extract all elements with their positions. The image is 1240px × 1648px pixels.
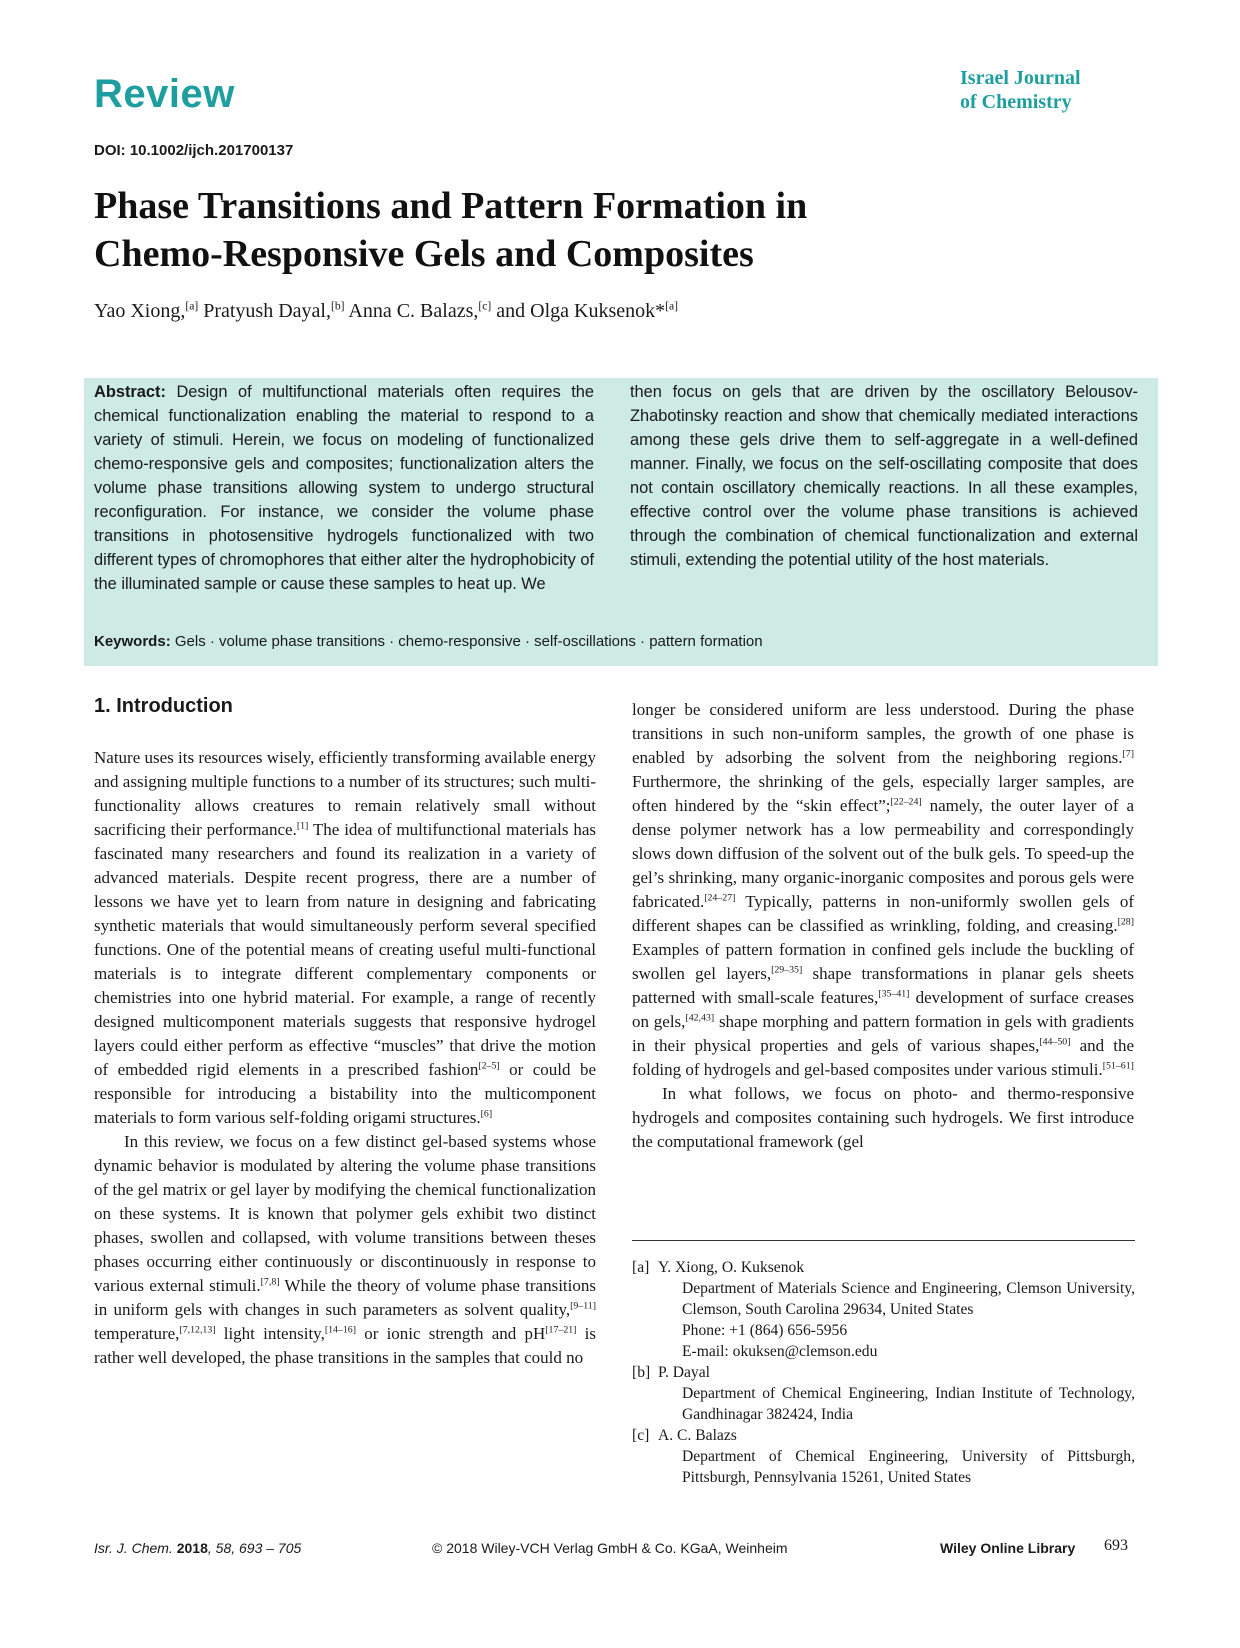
affiliation-footnotes xyxy=(632,1257,1135,1488)
citation-ref[interactable]: [1] xyxy=(296,820,309,832)
author: Anna C. Balazs,[c] xyxy=(344,299,492,322)
footnote-names: Y. Xiong, O. Kuksenok xyxy=(658,1259,805,1276)
copyright: © 2018 Wiley-VCH Verlag GmbH & Co. KGaA, Weinheim xyxy=(432,1540,788,1556)
citation-ref[interactable]: [7,8] xyxy=(260,1276,280,1288)
footnote-names: P. Dayal xyxy=(658,1364,710,1381)
section-heading-introduction: 1. Introduction xyxy=(94,695,233,717)
citation: Isr. J. Chem. 2018, 58, 693 – 705 xyxy=(94,1540,302,1556)
citation-ref[interactable]: [7] xyxy=(1122,748,1134,760)
footnote xyxy=(632,1425,1135,1488)
paragraph: In this review, we focus on a few distinct gel-based systems whose dynamic behavior is modulated by altering the volume phase transitions of the gel matrix or gel layer by modifying the chemical functionalization on these systems. It is known that polymer gels exhibit two distinct phases, swollen and collapsed, with volume transitions between theses phases occurring either continuously or discontinuously in response to various external stimuli.[7,8] While the theory of volume phase transitions in uniform gels with changes in such parameters as solvent quality,[9–11] temperature,[7,12,13] light intensity,[14–16] or ionic strength and pH[17–21] is rather well developed, the phase transitions in the samples that could no xyxy=(94,1132,596,1367)
wiley-online-library-link[interactable]: Wiley Online Library xyxy=(940,1540,1076,1556)
footnote-affiliation: Department of Materials Science and Engineering, Clemson University, Clemson, South Carolina 29634, United States xyxy=(682,1280,1135,1318)
abstract-left-column xyxy=(94,380,594,596)
citation-ref[interactable]: [9–11] xyxy=(570,1300,596,1312)
title-line-1: Phase Transitions and Pattern Formation in xyxy=(94,185,808,227)
abstract-text-right: then focus on gels that are driven by the oscillatory Belousov-Zhabotinsky reaction and show that chemically mediated interactions among these gels drive them to self-aggregate in a well-defined manner. Finally, we focus on the self-oscillating composite that does not contain oscillatory chemically reactions. In all these examples, effective control over the volume phase transitions is achieved through the combination of chemical functionalization and external stimuli, extending the potential utility of the host materials. xyxy=(630,383,1138,569)
paragraph: longer be considered uniform are less understood. During the phase transitions in such non-uniform samples, the growth of one phase is enabled by adsorbing the solvent from the neighboring regions.[7] Furthermore, the shrinking of the gels, especially larger samples, are often hindered by the “skin effect”;[22–24] namely, the outer layer of a dense polymer network has a low permeability and correspondingly slows down diffusion of the solvent out of the bulk gels. To speed-up the gel’s shrinking, many organic-inorganic composites and porous gels were fabricated.[24–27] Typically, patterns in non-uniformly swollen gels of different shapes can be classified as wrinkling, folding, and creasing.[28] Examples of pattern formation in confined gels include the buckling of swollen gel layers,[29–35] shape transformations in planar gels sheets patterned with small-scale features,[35–41] development of surface creases on gels,[42,43] shape morphing and pattern formation in gels with gradients in their physical properties and gels of various shapes,[44–50] and the folding of hydrogels and gel-based composites under various stimuli.[51–61] xyxy=(632,700,1134,1079)
citation-ref[interactable]: [22–24] xyxy=(890,796,922,808)
author: Yao Xiong,[a] xyxy=(94,299,199,322)
citation-ref[interactable]: [35–41] xyxy=(878,988,910,1000)
abstract-right-column xyxy=(630,380,1138,572)
article-title xyxy=(94,182,954,278)
footnote-tag: [b] xyxy=(632,1364,651,1381)
citation-ref[interactable]: [44–50] xyxy=(1039,1036,1071,1048)
footnote-affiliation: Department of Chemical Engineering, University of Pittsburgh, Pittsburgh, Pennsylvania 15261, United States xyxy=(682,1448,1135,1486)
journal-name-line1: Israel Journal xyxy=(960,67,1081,89)
page-number: 693 xyxy=(1104,1537,1128,1554)
journal-logo xyxy=(960,66,1150,114)
footnote-email: E-mail: okuksen@clemson.edu xyxy=(682,1343,878,1360)
citation-ref[interactable]: [2–5] xyxy=(478,1060,500,1072)
footnote-names: A. C. Balazs xyxy=(658,1427,737,1444)
citation-ref[interactable]: [6] xyxy=(480,1108,493,1120)
citation-ref[interactable]: [14–16] xyxy=(324,1324,356,1336)
section-label: Review xyxy=(94,72,235,116)
citation-ref[interactable]: [7,12,13] xyxy=(179,1324,216,1336)
abstract-text-left: Design of multifunctional materials often requires the chemical functionalization enabling the material to respond to a variety of stimuli. Herein, we focus on modeling of functionalized chemo-responsive gels and composites; functionalization alters the volume phase transitions allowing system to undergo structural reconfiguration. For instance, we consider the volume phase transitions in photosensitive hydrogels functionalized with two different types of chromophores that either alter the hydrophobicity of the illuminated sample or cause these samples to heat up. We xyxy=(94,383,594,593)
footnote xyxy=(632,1362,1135,1425)
citation-ref[interactable]: [51–61] xyxy=(1102,1060,1134,1072)
paragraph: In what follows, we focus on photo- and thermo-responsive hydrogels and composites containing such hydrogels. We first introduce the computational framework (gel xyxy=(632,1084,1134,1151)
abstract-label: Abstract: xyxy=(94,383,166,401)
keywords xyxy=(94,633,1144,650)
paragraph: Nature uses its resources wisely, efficiently transforming available energy and assigning multiple functions to a number of its structures; such multi-functionality allows creatures to remain relatively small without sacrificing their performance.[1] The idea of multifunctional materials has fascinated many researchers and found its realization in a variety of advanced materials. Despite recent progress, there are a number of lessons we have yet to learn from nature in designing and fabricating synthetic materials that would simultaneously perform several specified functions. One of the potential means of creating useful multi-functional materials is to integrate different complementary components or chemistries into one hybrid material. For example, a range of recently designed multicomponent materials suggests that responsive hydrogel layers could either perform as effective “muscles” that drive the motion of embedded rigid elements in a prescribed fashion[2–5] or could be responsible for introducing a bistability into the multicomponent materials to form various self-folding origami structures.[6] xyxy=(94,748,596,1127)
keywords-text: Gels · volume phase transitions · chemo-responsive · self-oscillations · pattern formation xyxy=(170,633,763,650)
footnote-tag: [a] xyxy=(632,1259,650,1276)
footnote-tag: [c] xyxy=(632,1427,650,1444)
body-right-column xyxy=(632,698,1134,1154)
citation-ref[interactable]: [24–27] xyxy=(704,892,736,904)
journal-name-line2: of Chemistry xyxy=(960,91,1072,113)
citation-ref[interactable]: [29–35] xyxy=(771,964,803,976)
keywords-label: Keywords: xyxy=(94,633,171,650)
doi: DOI: 10.1002/ijch.201700137 xyxy=(94,142,294,159)
footnote xyxy=(632,1257,1135,1362)
footnote-divider xyxy=(632,1240,1135,1241)
author-list xyxy=(94,300,678,323)
citation-ref[interactable]: [28] xyxy=(1117,916,1134,928)
citation-ref[interactable]: [17–21] xyxy=(545,1324,577,1336)
body-left-column xyxy=(94,746,596,1370)
title-line-2: Chemo-Responsive Gels and Composites xyxy=(94,233,754,275)
author: Pratyush Dayal,[b] xyxy=(198,299,345,322)
footnote-phone: Phone: +1 (864) 656-5956 xyxy=(682,1322,848,1339)
citation-ref[interactable]: [42,43] xyxy=(685,1012,715,1024)
author: and Olga Kuksenok*[a] xyxy=(491,299,678,322)
footnote-affiliation: Department of Chemical Engineering, Indian Institute of Technology, Gandhinagar 382424, India xyxy=(682,1385,1135,1423)
